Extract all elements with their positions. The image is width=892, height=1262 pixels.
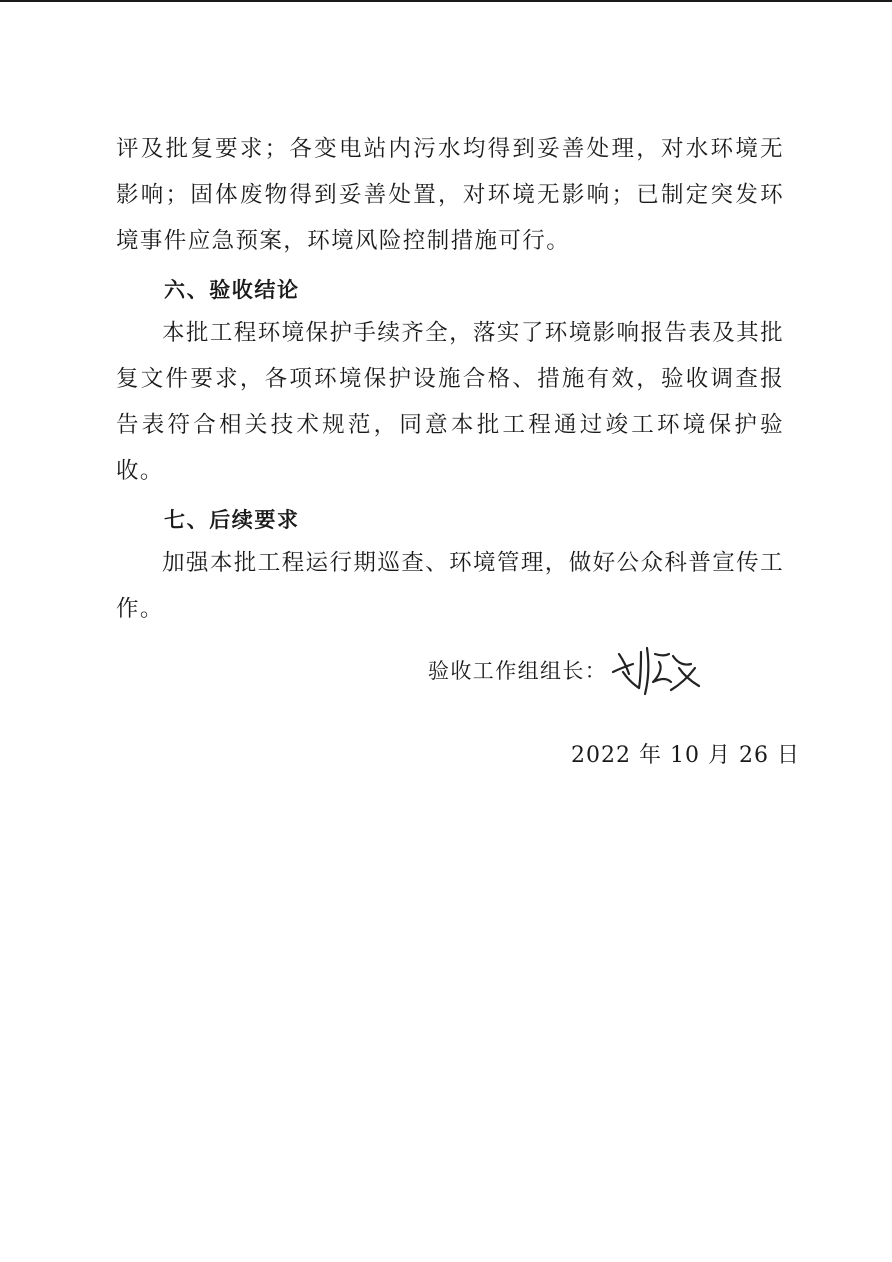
handwritten-signature: [609, 642, 705, 698]
document-body: [116, 126, 784, 632]
signatory-label: 验收工作组组长：: [428, 659, 608, 683]
section-heading-6: 六、验收结论: [164, 278, 300, 302]
signature-block: [428, 640, 705, 700]
page-top-border: [0, 0, 892, 2]
section-heading-7: 七、后续要求: [164, 508, 300, 532]
paragraph-follow-up-requirements: 加强本批工程运行期巡查、环境管理，做好公众科普宣传工作。: [116, 550, 784, 622]
paragraph-acceptance-conclusion: 本批工程环境保护手续齐全，落实了环境影响报告表及其批复文件要求，各项环境保护设施合格、措施有效，验收调查报告表符合相关技术规范，同意本批工程通过竣工环境保护验收。: [116, 320, 784, 484]
document-date: 2022 年 10 月 26 日: [571, 743, 800, 768]
paragraph-continuation: 评及批复要求；各变电站内污水均得到妥善处理，对水环境无影响；固体废物得到妥善处置，对环境无影响；已制定突发环境事件应急预案，环境风险控制措施可行。: [116, 136, 784, 254]
